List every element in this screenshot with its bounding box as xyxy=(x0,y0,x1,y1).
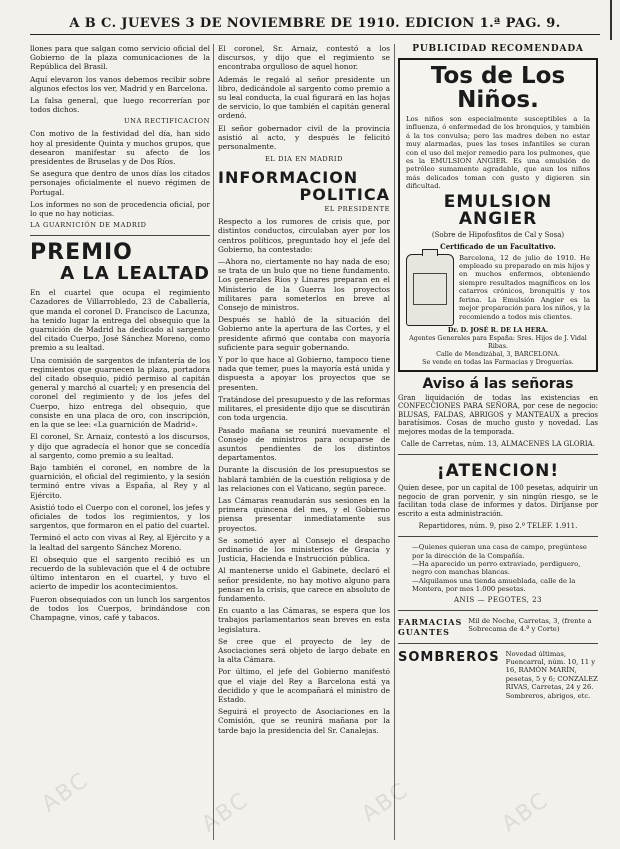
ad-aviso-title: Aviso á las señoras xyxy=(422,375,574,392)
headline-politica: POLITICA xyxy=(299,185,390,205)
bottle-illustration xyxy=(406,254,454,326)
col2-body-3: Después se habló de la situación del Gobierno ante la apertura de las Cortes, y el presidente afirmó que contaba con mayoría suficiente para seguir gobernando. xyxy=(218,315,390,352)
watermark: ABC xyxy=(497,787,554,838)
col2-body-8: Las Cámaras reanudarán sus sesiones en la primera quincena del mes, y el Gobierno piensa presentar inmediatamente sus proyectos. xyxy=(218,495,390,533)
ad-doctor: Dr. D. JOSÉ R. DE LA HERA. xyxy=(447,325,549,334)
col2-intro-3: El señor gobernador civil de la provincia asistió al acto, y después le felicitó personalmente. xyxy=(218,123,390,152)
ad-tos-title: Tos de Los Niños. xyxy=(430,63,566,113)
classified-1: —Quienes quieran una casa de campo, pregúntese por la dirección de la Compañía. xyxy=(412,543,587,560)
page-header: A B C. JUEVES 3 DE NOVIEMBRE DE 1910. EDICION 1.ª PAG. 9. xyxy=(69,16,561,31)
column-1 xyxy=(30,44,210,840)
section-dia-madrid: EL DIA EN MADRID xyxy=(265,155,343,164)
ad-agents: Agentes Generales para España: Sres. Hijos de J. Vidal Ribas. xyxy=(409,333,587,350)
subhead-presidente: EL PRESIDENTE xyxy=(324,205,390,214)
headline-premio: PREMIO xyxy=(30,240,133,266)
ad-emulsion-title: EMULSION xyxy=(443,191,553,212)
watermark: ABC xyxy=(37,767,94,818)
ad-atencion-text: Quien desee, por un capital de 100 pesetas, adquirir un negocio de gran porvenir, y sin ningún riesgo, se le facilitan toda clase de informes y datos. Diríjanse por escrito a esta administración. xyxy=(398,484,598,518)
col2-body-5: Tratándose del presupuesto y de las reformas militares, el presidente dijo que se discutirán con toda urgencia. xyxy=(218,394,390,423)
column-2 xyxy=(218,44,390,840)
col1-body1-2: Se asegura que dentro de unos días los citados personajes oficialmente el nuevo régimen de Portugal. xyxy=(30,169,210,197)
col1-body2-2: Una comisión de sargentos de infantería de los regimientos que guarnecen la plaza, portadora del citado obsequio, pidió permiso al capitán general y marchó al cuartel; y en presencia del coronel del regimiento y de los jefes del Cuerpo, hizo entrega del obsequio, que consiste en una placa de oro, con inscripción, en la que se lee: «La guarnición de Madrid». xyxy=(30,355,210,430)
watermark: ABC xyxy=(357,777,414,828)
ad-angier-title: ANGIER xyxy=(458,208,538,229)
classified-3: —Alquilamos una tienda amueblada, calle de la Montera, por mes 1.000 pesetas. xyxy=(412,576,576,594)
ad-emulsion-angier xyxy=(398,58,598,372)
ad-cert-line1: (Sobre de Hipofosfitos de Cal y Sosa) xyxy=(431,230,565,239)
col1-body2-6: Terminó el acto con vivas al Rey, al Ejército y a la lealtad del sargento Sánchez Moreno. xyxy=(30,533,210,552)
col1-body2-1: En el cuartel que ocupa el regimiento Cazadores de Villarrobledo, 23 de Caballería, que manda el coronel D. Francisco de Lacunza, ha tenido lugar la entrega del obsequio que la guarnición de Madrid ha dedicado al sargento del citado Cuerpo, José Sánchez Moreno, como premio a su lealtad. xyxy=(30,288,210,353)
divider xyxy=(398,536,598,537)
col2-intro-1: El coronel, Sr. Arnaiz, contestó a los discursos, y dijo que el regimiento se encontraba orgulloso de aquel honor. xyxy=(218,44,390,72)
ad-atencion-addr: Repartidores, núm. 9, piso 2.º TELEF. 1.911. xyxy=(418,521,578,530)
ad-aviso-text: Gran liquidación de todas las existencias en CONFECCIONES PARA SEÑORA, por cese de negocio: BLUSAS, FALDAS, ABRIGOS y MANTEAUX a precios baratísimos. Cosas de mucho gusto y novedad. Las mejores modas de la temporada. xyxy=(398,393,598,437)
col2-body-7: Durante la discusión de los presupuestos se hablará también de la cuestión religiosa y de las relaciones con el Vaticano, según parece. xyxy=(218,465,390,493)
col2-body-4: Y por lo que hace al Gobierno, tampoco tiene nada que temer, pues la mayoría está unida y dispuesta a apoyar los proyectos que se presenten. xyxy=(218,355,390,392)
ad-farmacias-head: FARMACIAS xyxy=(398,616,463,627)
col1-intro-2: Aquí elevaron los vanos debemos recibir sobre algunos efectos los ver, Madrid y en Barcelona. xyxy=(30,74,210,93)
headline-informacion: INFORMACION xyxy=(218,168,359,188)
col2-body-14: Seguirá el proyecto de Asociaciones en la Comisión, que se reunirá mañana por la tarde bajo la presidencia del Sr. Canalejas. xyxy=(218,707,390,735)
ad-body-row xyxy=(406,254,590,326)
classified-4: ANIS — PEGOTES, 23 xyxy=(453,595,543,604)
section-rectificacion: UNA RECTIFICACION xyxy=(123,117,210,126)
section-guarnicion: LA GUARNICIÓN DE MADRID xyxy=(30,221,147,230)
ad-sombreros-head: SOMBREROS xyxy=(398,649,500,665)
col2-body-9: Se sometió ayer al Consejo el despacho ordinario de los ministerios de Gracia y Justicia, Hacienda e Instrucción pública. xyxy=(218,535,390,564)
col1-intro-1: llones para que salgan como servicio oficial del Gobierno de la plaza comunicaciones de la República del Brasil. xyxy=(30,44,210,72)
divider xyxy=(398,454,598,455)
ad-cert-text: Barcelona, 12 de julio de 1910. He empleado su preparado en mis hijos y en muchos enfermos, obteniendo siempre resultados magníficos en los catarros crónicos, bronquitis y tos ferina. La Emulsión Angier es la mejor preparación para los niños, y la recomiendo a todos mis clientes. xyxy=(459,253,590,321)
column-3-ads xyxy=(398,44,598,840)
col1-body2-8: Fueron obsequiados con un lunch los sargentos de todos los Cuerpos, brindándose con Champagne, vinos, café y tabacos. xyxy=(30,594,210,622)
ad-farmacias-text: Mil de Noche, Carretas, 3, (frente a Sobrecama de 4.ª y Corte) xyxy=(468,616,592,634)
ad-cert-line2: Certificado de un Facultativo. xyxy=(440,241,556,251)
classified-2: —Ha aparecido un perro extraviado, perdiguero, negro con manchas blancas. xyxy=(412,560,581,577)
divider xyxy=(30,235,210,236)
col1-intro-3: La falsa general, que luego recorrerían por todos dichos. xyxy=(30,96,210,115)
watermark: ABC xyxy=(197,787,254,838)
col2-intro-2: Además le regaló al señor presidente un libro, dedicándole al sargento como premio a su leal conducta, la cual figurará en las hojas de servicio, lo que también el capitán general ordenó. xyxy=(218,74,390,121)
publicidad-header: PUBLICIDAD RECOMENDADA xyxy=(412,44,584,54)
ad-farmacias xyxy=(398,617,598,637)
ad-atencion-title: ¡ATENCION! xyxy=(436,461,560,482)
col2-body-11: En cuanto a las Cámaras, se espera que los trabajos parlamentarios sean breves en esta legislatura. xyxy=(218,606,390,634)
col1-body2-7: El obsequio que el sargento recibió es un recuerdo de la sublevación que el 4 de octubre último intentaron en el cuartel, y tuvo el acierto de impedir los acontecimientos. xyxy=(30,554,210,592)
col1-body2-4: Bajo también el coronel, en nombre de la guarnición, el oficial del regimiento, y la sesión terminó entre vivas a España, al Rey y al Ejército. xyxy=(30,462,210,500)
ad-guantes-head: GUANTES xyxy=(398,626,450,637)
ad-agents-addr: Calle de Mendizábal, 3, BARCELONA. xyxy=(436,349,560,358)
col1-body2-3: El coronel, Sr. Arnaiz, contestó a los discursos, y dijo que agradecía el honor que se concedía al sargento, como premio a su lealtad. xyxy=(30,432,210,460)
ad-aviso-addr: Calle de Carretas, núm. 13, ALMACENES LA GLORIA. xyxy=(401,439,595,448)
ad-sold: Se vende en todas las Farmacias y Droguerías. xyxy=(422,357,574,366)
header-rule xyxy=(30,34,600,35)
col1-body2-5: Asistió todo el Cuerpo con el coronel, los jefes y oficiales de todos los regimientos, y los sargentos, que formaron en el patio del cuartel. xyxy=(30,502,210,531)
col2-body-12: Se cree que el proyecto de ley de Asociaciones será objeto de largo debate en la alta Cámara. xyxy=(218,636,390,665)
col1-body1-3: Los informes no son de procedencia oficial, por lo que no hay noticias. xyxy=(30,199,210,219)
ad-sombreros xyxy=(398,650,598,700)
column-divider-1 xyxy=(213,44,214,840)
headline-lealtad: A LA LEALTAD xyxy=(60,263,210,285)
ad-tos-text: Los niños son especialmente susceptibles a la influenza, ó enfermedad de los bronquios, y también á la tos convulsa; pero las madres deben no estar muy alarmadas, pues las toses infantiles se curan con el uso del mejor remedio para los pulmones, que es la EMULSION ANGIER. Es una emulsión de petróleo sumamente agradable, que aun los niños más delicados toman con gusto y digieren sin dificultad. xyxy=(406,115,590,191)
col2-body-13: Por último, el jefe del Gobierno manifestó que el viaje del Rey a Barcelona está ya decidido y que le acompañará el ministro de Estado. xyxy=(218,667,390,704)
col1-body1-1: Con motivo de la festividad del día, han sido hoy al presidente Quinta y muchos grupos, que desearon manifestar su afecto de los presidentes de Bruselas y de Dos Ríos. xyxy=(30,129,210,167)
edge-mark xyxy=(610,0,612,40)
col2-body-10: Al mantenerse unido el Gabinete, declaró el señor presidente, no hay motivo alguno para pensar en la crisis, que carece en absoluto de fundamento. xyxy=(218,566,390,603)
divider xyxy=(398,610,598,611)
ad-farmacias-heads xyxy=(398,617,462,637)
divider xyxy=(398,643,598,644)
column-divider-2 xyxy=(394,44,395,840)
ad-sombreros-text: Novedad últimas, Fuencarral, núm. 10, 11 y 16, RAMÓN MARÍN, pesetas, 5 y 6; CONZALEZ RIVAS, Carretas, 24 y 26. Sombreros, abrigos, etc. xyxy=(505,649,598,700)
col2-body-1: Respecto a los rumores de crisis que, por distintos conductos, circulaban ayer por los centros políticos, preguntado hoy el jefe del Gobierno, ha contestado: xyxy=(218,217,390,254)
col2-body-2: —Ahora no, ciertamente no hay nada de eso; se trata de un bulo que no tiene fundamento. Los generales Ríos y Linares preparan en el Ministerio de la Guerra los proyectos militares para someterlos en breve al Consejo de ministros. xyxy=(218,257,390,313)
col2-body-6: Pasado mañana se reunirá nuevamente el Consejo de ministros para ocuparse de asuntos pendientes de los distintos departamentos. xyxy=(218,425,390,463)
